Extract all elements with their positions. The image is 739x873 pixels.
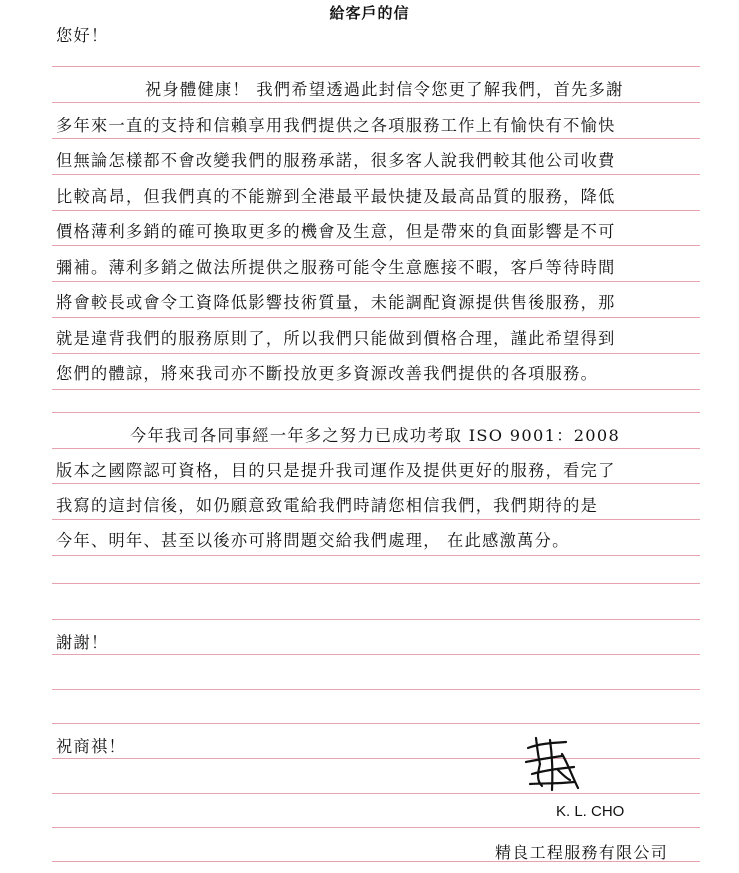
paragraph-1-line: 您們的體諒，將來我司亦不斷投放更多資源改善我們提供的各項服務。 (56, 364, 599, 383)
ruled-line (52, 210, 700, 211)
ruled-line (52, 827, 700, 828)
ruled-line (52, 66, 700, 67)
ruled-line (52, 245, 700, 246)
closing-text: 祝商祺！ (56, 737, 126, 756)
ruled-line (52, 723, 700, 724)
ruled-line (52, 281, 700, 282)
paragraph-2-line: 今年我司各同事經一年多之努力已成功考取 ISO 9001：2008 (130, 426, 621, 445)
ruled-line (52, 555, 700, 556)
paragraph-2-line: 我寫的這封信後，如仍願意致電給我們時請您相信我們，我們期待的是 (56, 496, 599, 515)
ruled-line (52, 102, 700, 103)
paragraph-1-line: 但無論怎樣都不會改變我們的服務承諾，很多客人說我們較其他公司收費 (56, 151, 616, 170)
ruled-line (52, 317, 700, 318)
paragraph-1-line: 比較高昂，但我們真的不能辦到全港最平最快捷及最高品質的服務，降低 (56, 187, 616, 206)
ruled-line (52, 448, 700, 449)
paragraph-1-line: 將會較長或會令工資降低影響技術質量，未能調配資源提供售後服務，那 (56, 293, 616, 312)
ruled-line (52, 353, 700, 354)
ruled-line (52, 138, 700, 139)
company-name: 精良工程服務有限公司 (495, 843, 669, 862)
paragraph-1-line: 祝身體健康！ 我們希望透過此封信令您更了解我們，首先多謝 (145, 80, 624, 99)
ruled-line (52, 412, 700, 413)
greeting: 您好！ (56, 26, 109, 45)
paragraph-1-line: 價格薄利多銷的確可換取更多的機會及生意，但是帶來的負面影響是不可 (56, 222, 616, 241)
paragraph-1-line: 多年來一直的支持和信賴享用我們提供之各項服務工作上有愉快有不愉快 (56, 116, 616, 135)
ruled-line (52, 519, 700, 520)
paragraph-1-line: 就是違背我們的服務原則了，所以我們只能做到價格合理，謹此希望得到 (56, 329, 616, 348)
thanks-text: 謝謝！ (56, 633, 109, 652)
paragraph-1-line: 彌補。薄利多銷之做法所提供之服務可能令生意應接不暇，客戶等待時間 (56, 258, 616, 277)
paragraph-2-line: 今年、明年、甚至以後亦可將問題交給我們處理， 在此感激萬分。 (56, 531, 570, 550)
letter-title: 給客戶的信 (329, 4, 410, 22)
ruled-line (52, 689, 700, 690)
ruled-line (52, 483, 700, 484)
ruled-line (52, 174, 700, 175)
handwritten-signature (522, 734, 584, 796)
ruled-line (52, 758, 700, 759)
paragraph-2-line: 版本之國際認可資格，目的只是提升我司運作及提供更好的服務，看完了 (56, 461, 616, 480)
ruled-line (52, 389, 700, 390)
signer-name: K. L. CHO (556, 803, 625, 820)
ruled-line (52, 583, 700, 584)
ruled-line (52, 619, 700, 620)
ruled-line (52, 654, 700, 655)
ruled-line (52, 793, 700, 794)
